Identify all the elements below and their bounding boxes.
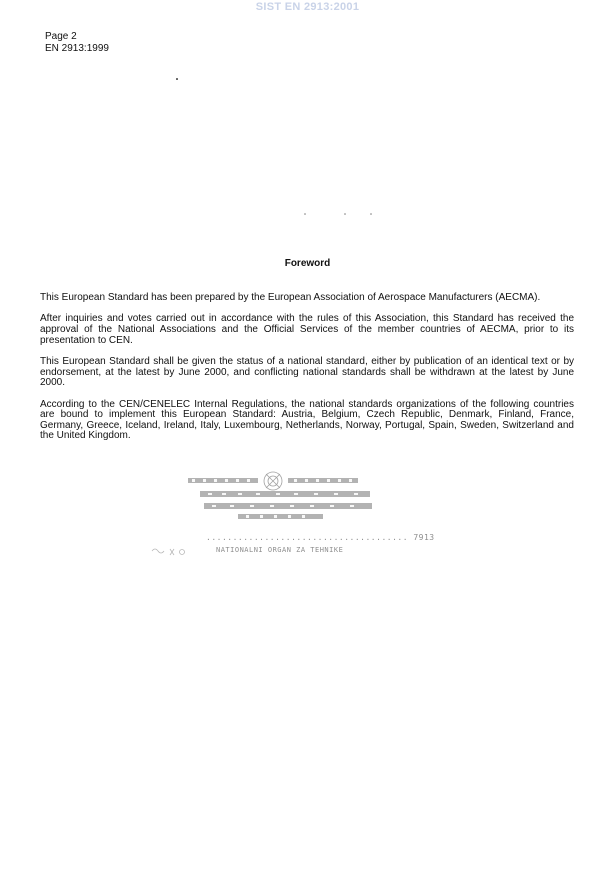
page-header <box>45 31 109 55</box>
stamp-organization: NATIONALNI ORGAN ZA TEHNIKE <box>216 546 344 554</box>
foreword-body <box>40 293 574 453</box>
paragraph: This European Standard shall be given the status of a national standard, either by publication of an identical text or by endorsement, at the latest by June 2000, and conflicting national standards shall be withdrawn at the latest by June 2000. <box>40 355 574 389</box>
scan-speck <box>344 213 346 215</box>
scan-speck <box>370 213 372 215</box>
paragraph: After inquiries and votes carried out in accordance with the rules of this Association, this Standard has received the approval of the National Associations and the Official Services of the member countries of AECMA, prior to its presentation to CEN. <box>40 313 574 346</box>
scan-speck <box>304 213 306 215</box>
stamp-date-line: ...................................... 7913 <box>206 533 435 542</box>
page-number: Page 2 <box>45 31 77 42</box>
document-id: EN 2913:1999 <box>45 43 109 54</box>
scan-speck <box>176 78 178 80</box>
section-title: Foreword <box>284 258 331 269</box>
paragraph: This European Standard has been prepared by the European Association of Aerospace Manufacturers (AECMA). <box>40 292 541 303</box>
official-stamp <box>148 469 435 564</box>
watermark: SIST EN 2913:2001 <box>255 1 360 13</box>
paragraph: According to the CEN/CENELEC Internal Regulations, the national standards organizations of the following countries are bound to implement this European Standard: Austria, Belgium, Czech Republic, Denmark, Finland, France, Germany, Greece, Iceland, Ireland, Italy, Luxembourg, Netherlands, Norway, Portugal, Spain, Sweden, Switzerland and the United Kingdom. <box>40 398 574 442</box>
